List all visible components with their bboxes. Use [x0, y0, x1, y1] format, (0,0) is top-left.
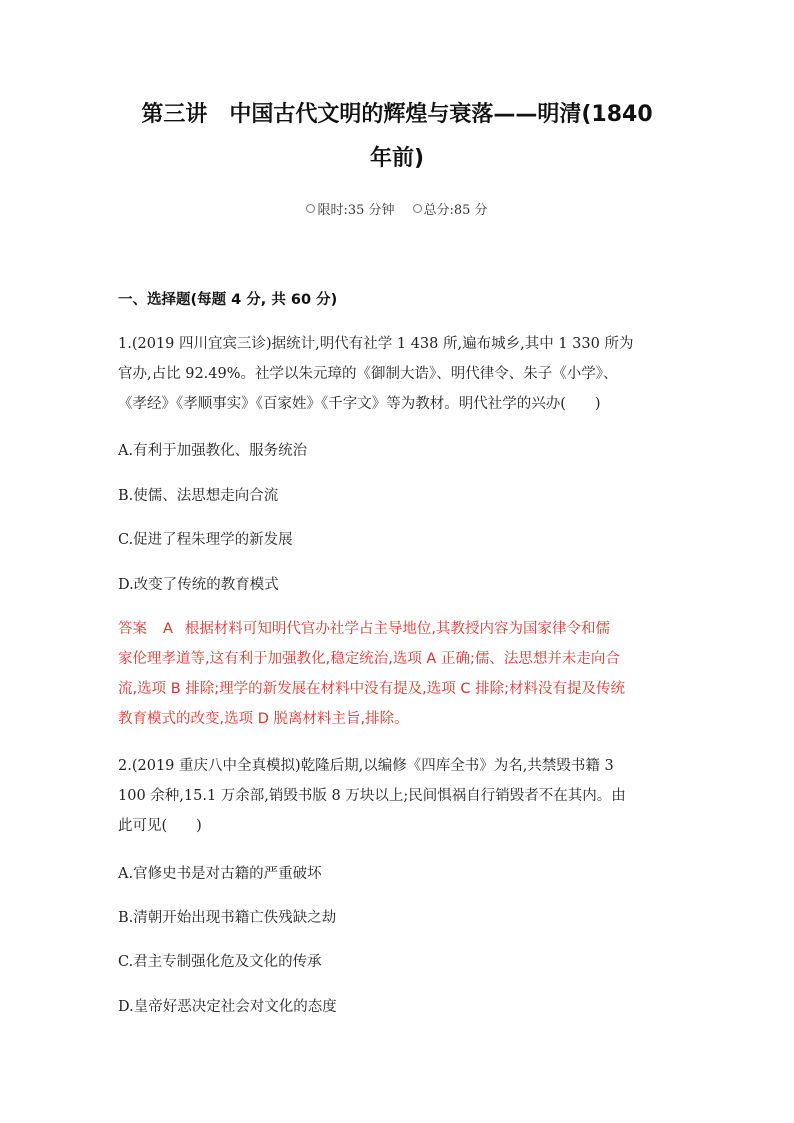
- question-1-answer-line-4: 教育模式的改变,选项 D 脱离材料主旨,排除。: [118, 711, 409, 727]
- check-circle-icon: [413, 204, 422, 213]
- time-limit: 限时:35 分钟: [317, 203, 395, 218]
- answer-letter: A: [163, 621, 173, 637]
- question-1-stem-line-1: 1.(2019 四川宜宾三诊)据统计,明代有社学 1 438 所,遍布城乡,其中 1 330 所为: [118, 336, 634, 352]
- question-1-answer-line-2: 家伦理孝道等,这有利于加强教化,稳定统治,选项 A 正确;儒、法思想并未走向合: [118, 651, 620, 667]
- question-1-stem-line-3: 《孝经》《孝顺事实》《百家姓》《千字文》等为教材。明代社学的兴办( ): [118, 396, 601, 412]
- question-2-option-d: D.皇帝好恶决定社会对文化的态度: [118, 999, 337, 1015]
- question-1-answer-line-3: 流,选项 B 排除;理学的新发展在材料中没有提及,选项 C 排除;材料没有提及传统: [118, 681, 625, 697]
- question-2-stem-line-1: 2.(2019 重庆八中全真模拟)乾隆后期,以编修《四库全书》为名,共禁毁书籍 3: [118, 758, 614, 774]
- page-title-line-1: 第三讲 中国古代文明的辉煌与衰落——明清(1840: [141, 102, 653, 127]
- question-2-option-b: B.清朝开始出现书籍亡佚残缺之劫: [118, 910, 337, 926]
- answer-text: 根据材料可知明代官办社学占主导地位,其教授内容为国家律令和儒: [184, 621, 611, 637]
- question-2-stem-line-2: 100 余种,15.1 万余部,销毁书版 8 万块以上;民间惧祸自行销毁者不在其内。由: [118, 788, 626, 804]
- question-1-option-d: D.改变了传统的教育模式: [118, 577, 279, 593]
- section-heading: 一、选择题(每题 4 分, 共 60 分): [118, 292, 338, 308]
- question-1-option-a: A.有利于加强教化、服务统治: [118, 443, 308, 459]
- exam-meta: [0, 199, 794, 218]
- question-1-option-b: B.使儒、法思想走向合流: [118, 488, 279, 504]
- question-2-stem-line-3: 此可见( ): [118, 818, 202, 834]
- question-2-option-c: C.君主专制强化危及文化的传承: [118, 954, 322, 970]
- answer-label: 答案: [118, 621, 147, 637]
- question-2-option-a: A.官修史书是对古籍的严重破坏: [118, 866, 322, 882]
- total-score: 总分:85 分: [423, 203, 488, 218]
- clock-icon: [306, 204, 315, 213]
- page-title-line-2: 年前): [369, 146, 425, 171]
- question-1-option-c: C.促进了程朱理学的新发展: [118, 532, 293, 548]
- question-1-answer-line-1: [118, 617, 610, 638]
- question-1-stem-line-2: 官办,占比 92.49%。社学以朱元璋的《御制大诰》、明代律令、朱子《小学》、: [118, 366, 618, 382]
